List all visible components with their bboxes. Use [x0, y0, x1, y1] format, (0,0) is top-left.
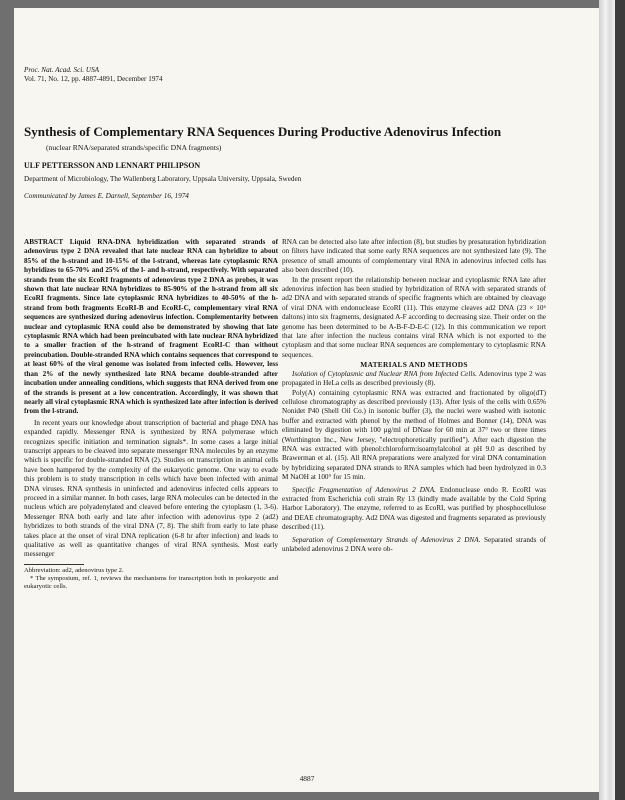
polya-paragraph: Poly(A) containing cytoplasmic RNA was extracted and fractionated by oligo(dT) cellulose chromatography as described previously (13). After lysis of the cells with 0.65% Nonidet P40 (Shell Oil Co.) in isotonic buffer (3), the nuclei were washed with isotonic buffer and extracted with phenol by the method of Holmes and Bonner (14), DNA was eliminated by digestion with 100 µg/ml of DNase for 60 min at 37° two or three times (Worthington Inc., New Jersey, "electrophoretically purified"). After each digestion the RNA was extracted with phenol:chloroform:isoamylalcohol at pH 9.0 as described by Brawerman et al. (15). All RNA preparations were analyzed for viral DNA contamination by hybridizing separated DNA strands to RNA samples which had been hydrolyzed in 0.3 M NaOH at 100° for 15 min.	[282, 388, 546, 482]
right-column	[282, 238, 546, 554]
footnote-rule	[24, 564, 84, 565]
methods-heading: MATERIALS AND METHODS	[360, 360, 468, 370]
right-para-2: In the present report the relationship between nuclear and cytoplasmic RNA late after adenovirus infection has been studied by hybridization of RNA with separated strands of ad2 DNA and with separated strands of specific fragments which are obtained by cleavage of viral DNA with endonuclease EcoRI (11). This enzyme cleaves ad2 DNA (23 × 10⁶ daltons) into six fragments, designated A-F according to decreasing size. Their order on the genome has been determined to be A-B-F-D-E-C (12). In this communication we report that late after infection the nucleus contains viral RNA which is not exported to the cytoplasm and that some nuclear RNA sequences are complementary to cytoplasmic RNA sequences.	[282, 275, 546, 359]
stacked-pages-edge	[599, 0, 615, 800]
abstract: ABSTRACT Liquid RNA-DNA hybridization with separated strands of adenovirus type 2 DNA revealed that late nuclear RNA can hybridize to about 85% of the h-strand and 10-15% of the l-strand, whereas late cytoplasmic RNA hybridizes to 65-70% and 25% of the l- and h-strand, respectively. With separated strands from the six EcoRI fragments of adenovirus type 2 DNA as probes, it was shown that late nuclear RNA hybridizes to 85-90% of the h-strand from all six EcoRI fragments. Since late cytoplasmic RNA hybridizes to 40-50% of the h-strand from both fragments EcoRI-B and EcoRI-C, complementary viral RNA sequences are synthesized during adenovirus infection. Complementarity between nuclear and cytoplasmic RNA could also be demonstrated by showing that late cytoplasmic RNA which had been preincubated with late nuclear RNA hybridized to a smaller fraction of the h-strand of fragment EcoRI-C than without preincubation. Double-stranded RNA which contains sequences that correspond to at least 60% of the viral genome was isolated from infected cells. However, less than 2% of the newly synthesized late RNA became double-stranded after incubation under annealing conditions, which suggests that RNA derived from one of the strands is present at a low concentration. Accordingly, it was shown that nearly all viral cytoplasmic RNA which is synthesized late after infection is derived from the l-strand.	[24, 238, 278, 416]
paper-page	[14, 8, 600, 792]
separation-paragraph: Separation of Complementary Strands of Adenovirus 2 DNA. Separated strands of unlabeled adenovirus 2 DNA were ob-	[282, 535, 546, 553]
isolation-paragraph: Isolation of Cytoplasmic and Nuclear RNA from Infected Cells. Adenovirus type 2 was propagated in HeLa cells as described previously (8).	[282, 369, 546, 388]
scan-border	[615, 0, 625, 800]
subtitle: (nuclear RNA/separated strands/specific DNA fragments)	[46, 143, 222, 152]
page-number: 4887	[299, 774, 315, 783]
abbreviation-footnote: Abbreviation: ad2, adenovirus type 2.	[24, 566, 124, 574]
volume-line: Vol. 71, No. 12, pp. 4887-4891, December 1974	[24, 75, 163, 83]
star-footnote: * The symposium, ref. 1, reviews the mechanisms for transcription both in prokaryotic and eukaryotic cells.	[24, 574, 278, 590]
authors: ULF PETTERSSON AND LENNART PHILIPSON	[24, 161, 201, 170]
affiliation: Department of Microbiology, The Wallenberg Laboratory, Uppsala University, Uppsala, Sweden	[24, 175, 302, 183]
header-block	[24, 66, 544, 84]
communicated: Communicated by James E. Darnell, September 16, 1974	[24, 192, 189, 200]
journal-line: Proc. Nat. Acad. Sci. USA	[24, 66, 100, 74]
right-para-1: RNA can be detected also late after infection (8), but studies by presaturation hybridization on filters have indicated that some early RNA sequences are not synthesized late (9). The presence of small amounts of complementary viral RNA in adenovirus infected cells has also been described (10).	[282, 238, 546, 275]
title-block	[24, 124, 544, 201]
paper-title: Synthesis of Complementary RNA Sequences During Productive Adenovirus Infection	[24, 124, 502, 139]
fragmentation-paragraph: Specific Fragmentation of Adenovirus 2 DNA. Endonuclease endo R. EcoRI was extracted from Escherichia coli strain Ry 13 (kindly made available by the Cold Spring Harbor Laboratory). The enzyme, referred to as EcoRI, was purified by phosphocellulose and DEAE chromatography. Ad2 DNA was digested and fragments separated as previously described (11).	[282, 485, 546, 532]
left-column	[24, 238, 278, 591]
intro-paragraph: In recent years our knowledge about transcription of bacterial and phage DNA has expanded rapidly. Messenger RNA is synthesized by RNA polymerase which recognizes specific initiation and termination signals*. In some cases a large initial transcript appears to be cleaved into separate messenger RNA molecules by an enzyme which is specific for double-stranded RNA (2). Studies on transcription in animal cells have been hampered by the complexity of the eukaryotic genome. One way to evade this problem is to study transcription in cells which have been infected with animal DNA viruses. RNA synthesis in uninfected and adenovirus infected cells appears to proceed in a similar manner. In both cases, large RNA molecules can be detected in the nucleus which are polyadenylated and cleaved before entering the cytoplasm (1, 3-6). Messenger RNA both early and late after infection with adenovirus type 2 (ad2) hybridizes to both strands of the viral DNA (7, 8). The shift from early to late phase takes place at the onset of viral DNA replication (6-8 hr after infection) and leads to qualitative as well as quantitative changes of viral RNA synthesis. Most early messenger	[24, 418, 278, 559]
